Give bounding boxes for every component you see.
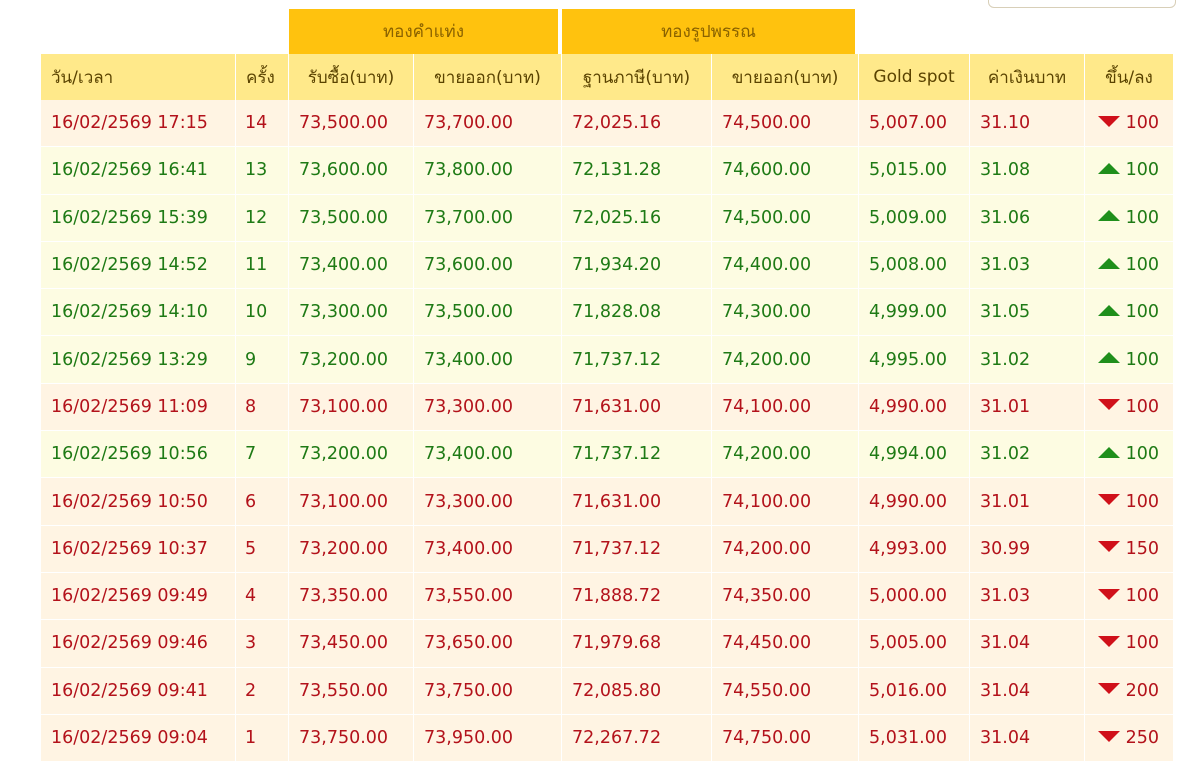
cell-ornament-tax-base: 72,131.28 xyxy=(562,147,712,194)
cell-gold-spot: 4,990.00 xyxy=(859,384,970,431)
cell-ornament-sell: 74,500.00 xyxy=(712,195,859,242)
cell-round: 6 xyxy=(236,478,289,525)
cell-thb-rate: 31.03 xyxy=(970,242,1085,289)
cell-change xyxy=(1085,147,1174,194)
gold-bar-group-header: ทองคำแท่ง xyxy=(289,9,562,54)
change-value: 100 xyxy=(1125,113,1160,134)
cell-gold-spot: 5,008.00 xyxy=(859,242,970,289)
cell-bar-buy: 73,500.00 xyxy=(289,100,414,147)
cell-bar-sell: 73,400.00 xyxy=(414,526,562,573)
cell-bar-sell: 73,700.00 xyxy=(414,100,562,147)
cell-gold-spot: 5,000.00 xyxy=(859,573,970,620)
cell-change xyxy=(1085,431,1174,478)
cell-thb-rate: 31.04 xyxy=(970,715,1085,762)
cell-change xyxy=(1085,573,1174,620)
cell-bar-sell: 73,300.00 xyxy=(414,478,562,525)
cell-change xyxy=(1085,195,1174,242)
change-value: 100 xyxy=(1125,633,1160,654)
cell-thb-rate: 31.06 xyxy=(970,195,1085,242)
cell-bar-buy: 73,200.00 xyxy=(289,336,414,383)
cell-change xyxy=(1085,668,1174,715)
change-value: 100 xyxy=(1125,444,1160,465)
cell-bar-sell: 73,800.00 xyxy=(414,147,562,194)
arrow-down-icon xyxy=(1098,399,1120,410)
col-header-ornament-tax-base: ฐานภาษี(บาท) xyxy=(562,54,712,100)
cell-bar-buy: 73,100.00 xyxy=(289,478,414,525)
cell-bar-buy: 73,750.00 xyxy=(289,715,414,762)
gold-price-history-table xyxy=(41,9,1174,762)
cell-ornament-tax-base: 72,025.16 xyxy=(562,195,712,242)
cell-gold-spot: 5,005.00 xyxy=(859,620,970,667)
table-row xyxy=(41,242,1174,289)
cell-bar-sell: 73,600.00 xyxy=(414,242,562,289)
table-row xyxy=(41,147,1174,194)
arrow-up-icon xyxy=(1098,210,1120,221)
cell-change xyxy=(1085,620,1174,667)
change-value: 200 xyxy=(1125,680,1160,701)
cell-ornament-sell: 74,350.00 xyxy=(712,573,859,620)
group-spacer xyxy=(41,9,289,54)
arrow-down-icon xyxy=(1098,494,1120,505)
cell-ornament-sell: 74,200.00 xyxy=(712,526,859,573)
cell-datetime: 16/02/2569 13:29 xyxy=(41,336,236,383)
cell-ornament-sell: 74,300.00 xyxy=(712,289,859,336)
change-value: 100 xyxy=(1125,207,1160,228)
change-value: 100 xyxy=(1125,349,1160,370)
cell-thb-rate: 31.08 xyxy=(970,147,1085,194)
cell-round: 5 xyxy=(236,526,289,573)
col-header-datetime: วัน/เวลา xyxy=(41,54,236,100)
cell-thb-rate: 31.02 xyxy=(970,336,1085,383)
cell-thb-rate: 31.04 xyxy=(970,620,1085,667)
cell-bar-buy: 73,600.00 xyxy=(289,147,414,194)
cell-ornament-sell: 74,100.00 xyxy=(712,478,859,525)
cell-ornament-tax-base: 71,979.68 xyxy=(562,620,712,667)
col-header-bar-sell: ขายออก(บาท) xyxy=(414,54,562,100)
change-value: 150 xyxy=(1125,538,1160,559)
arrow-down-icon xyxy=(1098,683,1120,694)
cell-ornament-tax-base: 71,828.08 xyxy=(562,289,712,336)
cell-bar-sell: 73,700.00 xyxy=(414,195,562,242)
cell-gold-spot: 4,995.00 xyxy=(859,336,970,383)
cell-gold-spot: 4,994.00 xyxy=(859,431,970,478)
cell-ornament-tax-base: 71,631.00 xyxy=(562,384,712,431)
cell-thb-rate: 31.01 xyxy=(970,384,1085,431)
cell-thb-rate: 31.03 xyxy=(970,573,1085,620)
cell-change xyxy=(1085,242,1174,289)
cell-change xyxy=(1085,289,1174,336)
cell-datetime: 16/02/2569 14:52 xyxy=(41,242,236,289)
cell-datetime: 16/02/2569 14:10 xyxy=(41,289,236,336)
cell-ornament-sell: 74,400.00 xyxy=(712,242,859,289)
column-header-row xyxy=(41,54,1174,100)
cell-gold-spot: 5,015.00 xyxy=(859,147,970,194)
cell-gold-spot: 4,990.00 xyxy=(859,478,970,525)
cell-change xyxy=(1085,478,1174,525)
arrow-down-icon xyxy=(1098,731,1120,742)
cell-bar-buy: 73,100.00 xyxy=(289,384,414,431)
cell-ornament-tax-base: 71,888.72 xyxy=(562,573,712,620)
change-value: 250 xyxy=(1125,728,1160,748)
arrow-up-icon xyxy=(1098,447,1120,458)
cell-ornament-tax-base: 71,737.12 xyxy=(562,336,712,383)
table-row xyxy=(41,289,1174,336)
cell-gold-spot: 5,016.00 xyxy=(859,668,970,715)
table-row xyxy=(41,336,1174,383)
cell-bar-buy: 73,200.00 xyxy=(289,526,414,573)
cell-round: 4 xyxy=(236,573,289,620)
table-row xyxy=(41,620,1174,667)
arrow-down-icon xyxy=(1098,589,1120,600)
cell-datetime: 16/02/2569 15:39 xyxy=(41,195,236,242)
cell-ornament-sell: 74,600.00 xyxy=(712,147,859,194)
gold-ornament-group-header: ทองรูปพรรณ xyxy=(562,9,859,54)
cell-ornament-tax-base: 72,025.16 xyxy=(562,100,712,147)
cell-ornament-sell: 74,550.00 xyxy=(712,668,859,715)
cell-thb-rate: 31.05 xyxy=(970,289,1085,336)
cell-bar-sell: 73,750.00 xyxy=(414,668,562,715)
table-row xyxy=(41,195,1174,242)
change-value: 100 xyxy=(1125,160,1160,181)
cell-datetime: 16/02/2569 10:56 xyxy=(41,431,236,478)
cell-ornament-sell: 74,200.00 xyxy=(712,431,859,478)
cell-round: 2 xyxy=(236,668,289,715)
cell-bar-sell: 73,950.00 xyxy=(414,715,562,762)
cell-ornament-sell: 74,750.00 xyxy=(712,715,859,762)
cell-ornament-tax-base: 72,267.72 xyxy=(562,715,712,762)
cell-round: 14 xyxy=(236,100,289,147)
arrow-down-icon xyxy=(1098,541,1120,552)
cell-datetime: 16/02/2569 09:46 xyxy=(41,620,236,667)
group-spacer xyxy=(859,9,1174,54)
cell-bar-sell: 73,650.00 xyxy=(414,620,562,667)
cell-bar-buy: 73,200.00 xyxy=(289,431,414,478)
col-header-gold-spot: Gold spot xyxy=(859,54,970,100)
cell-round: 13 xyxy=(236,147,289,194)
cell-datetime: 16/02/2569 11:09 xyxy=(41,384,236,431)
col-header-bar-buy: รับซื้อ(บาท) xyxy=(289,54,414,100)
cell-gold-spot: 4,999.00 xyxy=(859,289,970,336)
cell-round: 11 xyxy=(236,242,289,289)
col-header-change: ขึ้น/ลง xyxy=(1085,54,1174,100)
cell-bar-buy: 73,400.00 xyxy=(289,242,414,289)
cell-datetime: 16/02/2569 10:50 xyxy=(41,478,236,525)
arrow-up-icon xyxy=(1098,258,1120,269)
cell-ornament-sell: 74,450.00 xyxy=(712,620,859,667)
change-value: 100 xyxy=(1125,396,1160,417)
cell-round: 10 xyxy=(236,289,289,336)
cell-change xyxy=(1085,100,1174,147)
cell-round: 1 xyxy=(236,715,289,762)
col-header-thb-rate: ค่าเงินบาท xyxy=(970,54,1085,100)
cell-round: 7 xyxy=(236,431,289,478)
cell-bar-sell: 73,400.00 xyxy=(414,431,562,478)
arrow-down-icon xyxy=(1098,636,1120,647)
cell-round: 3 xyxy=(236,620,289,667)
cell-ornament-sell: 74,500.00 xyxy=(712,100,859,147)
cell-bar-buy: 73,350.00 xyxy=(289,573,414,620)
cell-ornament-tax-base: 71,934.20 xyxy=(562,242,712,289)
cell-thb-rate: 31.04 xyxy=(970,668,1085,715)
top-right-control[interactable] xyxy=(988,0,1176,8)
col-header-round: ครั้ง xyxy=(236,54,289,100)
change-value: 100 xyxy=(1125,491,1160,512)
cell-bar-buy: 73,500.00 xyxy=(289,195,414,242)
cell-gold-spot: 4,993.00 xyxy=(859,526,970,573)
cell-datetime: 16/02/2569 09:41 xyxy=(41,668,236,715)
cell-round: 9 xyxy=(236,336,289,383)
arrow-up-icon xyxy=(1098,305,1120,316)
cell-round: 12 xyxy=(236,195,289,242)
cell-bar-sell: 73,500.00 xyxy=(414,289,562,336)
cell-datetime: 16/02/2569 10:37 xyxy=(41,526,236,573)
cell-thb-rate: 31.10 xyxy=(970,100,1085,147)
col-header-ornament-sell: ขายออก(บาท) xyxy=(712,54,859,100)
cell-change xyxy=(1085,384,1174,431)
change-value: 100 xyxy=(1125,255,1160,276)
cell-thb-rate: 31.02 xyxy=(970,431,1085,478)
arrow-up-icon xyxy=(1098,163,1120,174)
cell-bar-sell: 73,300.00 xyxy=(414,384,562,431)
cell-round: 8 xyxy=(236,384,289,431)
cell-change xyxy=(1085,526,1174,573)
cell-bar-buy: 73,550.00 xyxy=(289,668,414,715)
arrow-up-icon xyxy=(1098,352,1120,363)
cell-bar-buy: 73,300.00 xyxy=(289,289,414,336)
cell-datetime: 16/02/2569 09:49 xyxy=(41,573,236,620)
cell-ornament-sell: 74,100.00 xyxy=(712,384,859,431)
table-row xyxy=(41,478,1174,525)
cell-bar-buy: 73,450.00 xyxy=(289,620,414,667)
cell-gold-spot: 5,031.00 xyxy=(859,715,970,762)
cell-ornament-tax-base: 71,631.00 xyxy=(562,478,712,525)
cell-gold-spot: 5,009.00 xyxy=(859,195,970,242)
table-row xyxy=(41,431,1174,478)
table-row xyxy=(41,100,1174,147)
table-row xyxy=(41,668,1174,715)
cell-bar-sell: 73,400.00 xyxy=(414,336,562,383)
cell-ornament-tax-base: 72,085.80 xyxy=(562,668,712,715)
table-row xyxy=(41,526,1174,573)
arrow-down-icon xyxy=(1098,116,1120,127)
cell-bar-sell: 73,550.00 xyxy=(414,573,562,620)
cell-ornament-sell: 74,200.00 xyxy=(712,336,859,383)
change-value: 100 xyxy=(1125,586,1160,607)
cell-thb-rate: 30.99 xyxy=(970,526,1085,573)
cell-datetime: 16/02/2569 17:15 xyxy=(41,100,236,147)
table-row xyxy=(41,384,1174,431)
cell-datetime: 16/02/2569 09:04 xyxy=(41,715,236,762)
cell-gold-spot: 5,007.00 xyxy=(859,100,970,147)
cell-ornament-tax-base: 71,737.12 xyxy=(562,526,712,573)
cell-ornament-tax-base: 71,737.12 xyxy=(562,431,712,478)
cell-thb-rate: 31.01 xyxy=(970,478,1085,525)
table-row xyxy=(41,573,1174,620)
cell-change xyxy=(1085,336,1174,383)
change-value: 100 xyxy=(1125,302,1160,323)
group-header-row xyxy=(41,9,1174,54)
cell-datetime: 16/02/2569 16:41 xyxy=(41,147,236,194)
